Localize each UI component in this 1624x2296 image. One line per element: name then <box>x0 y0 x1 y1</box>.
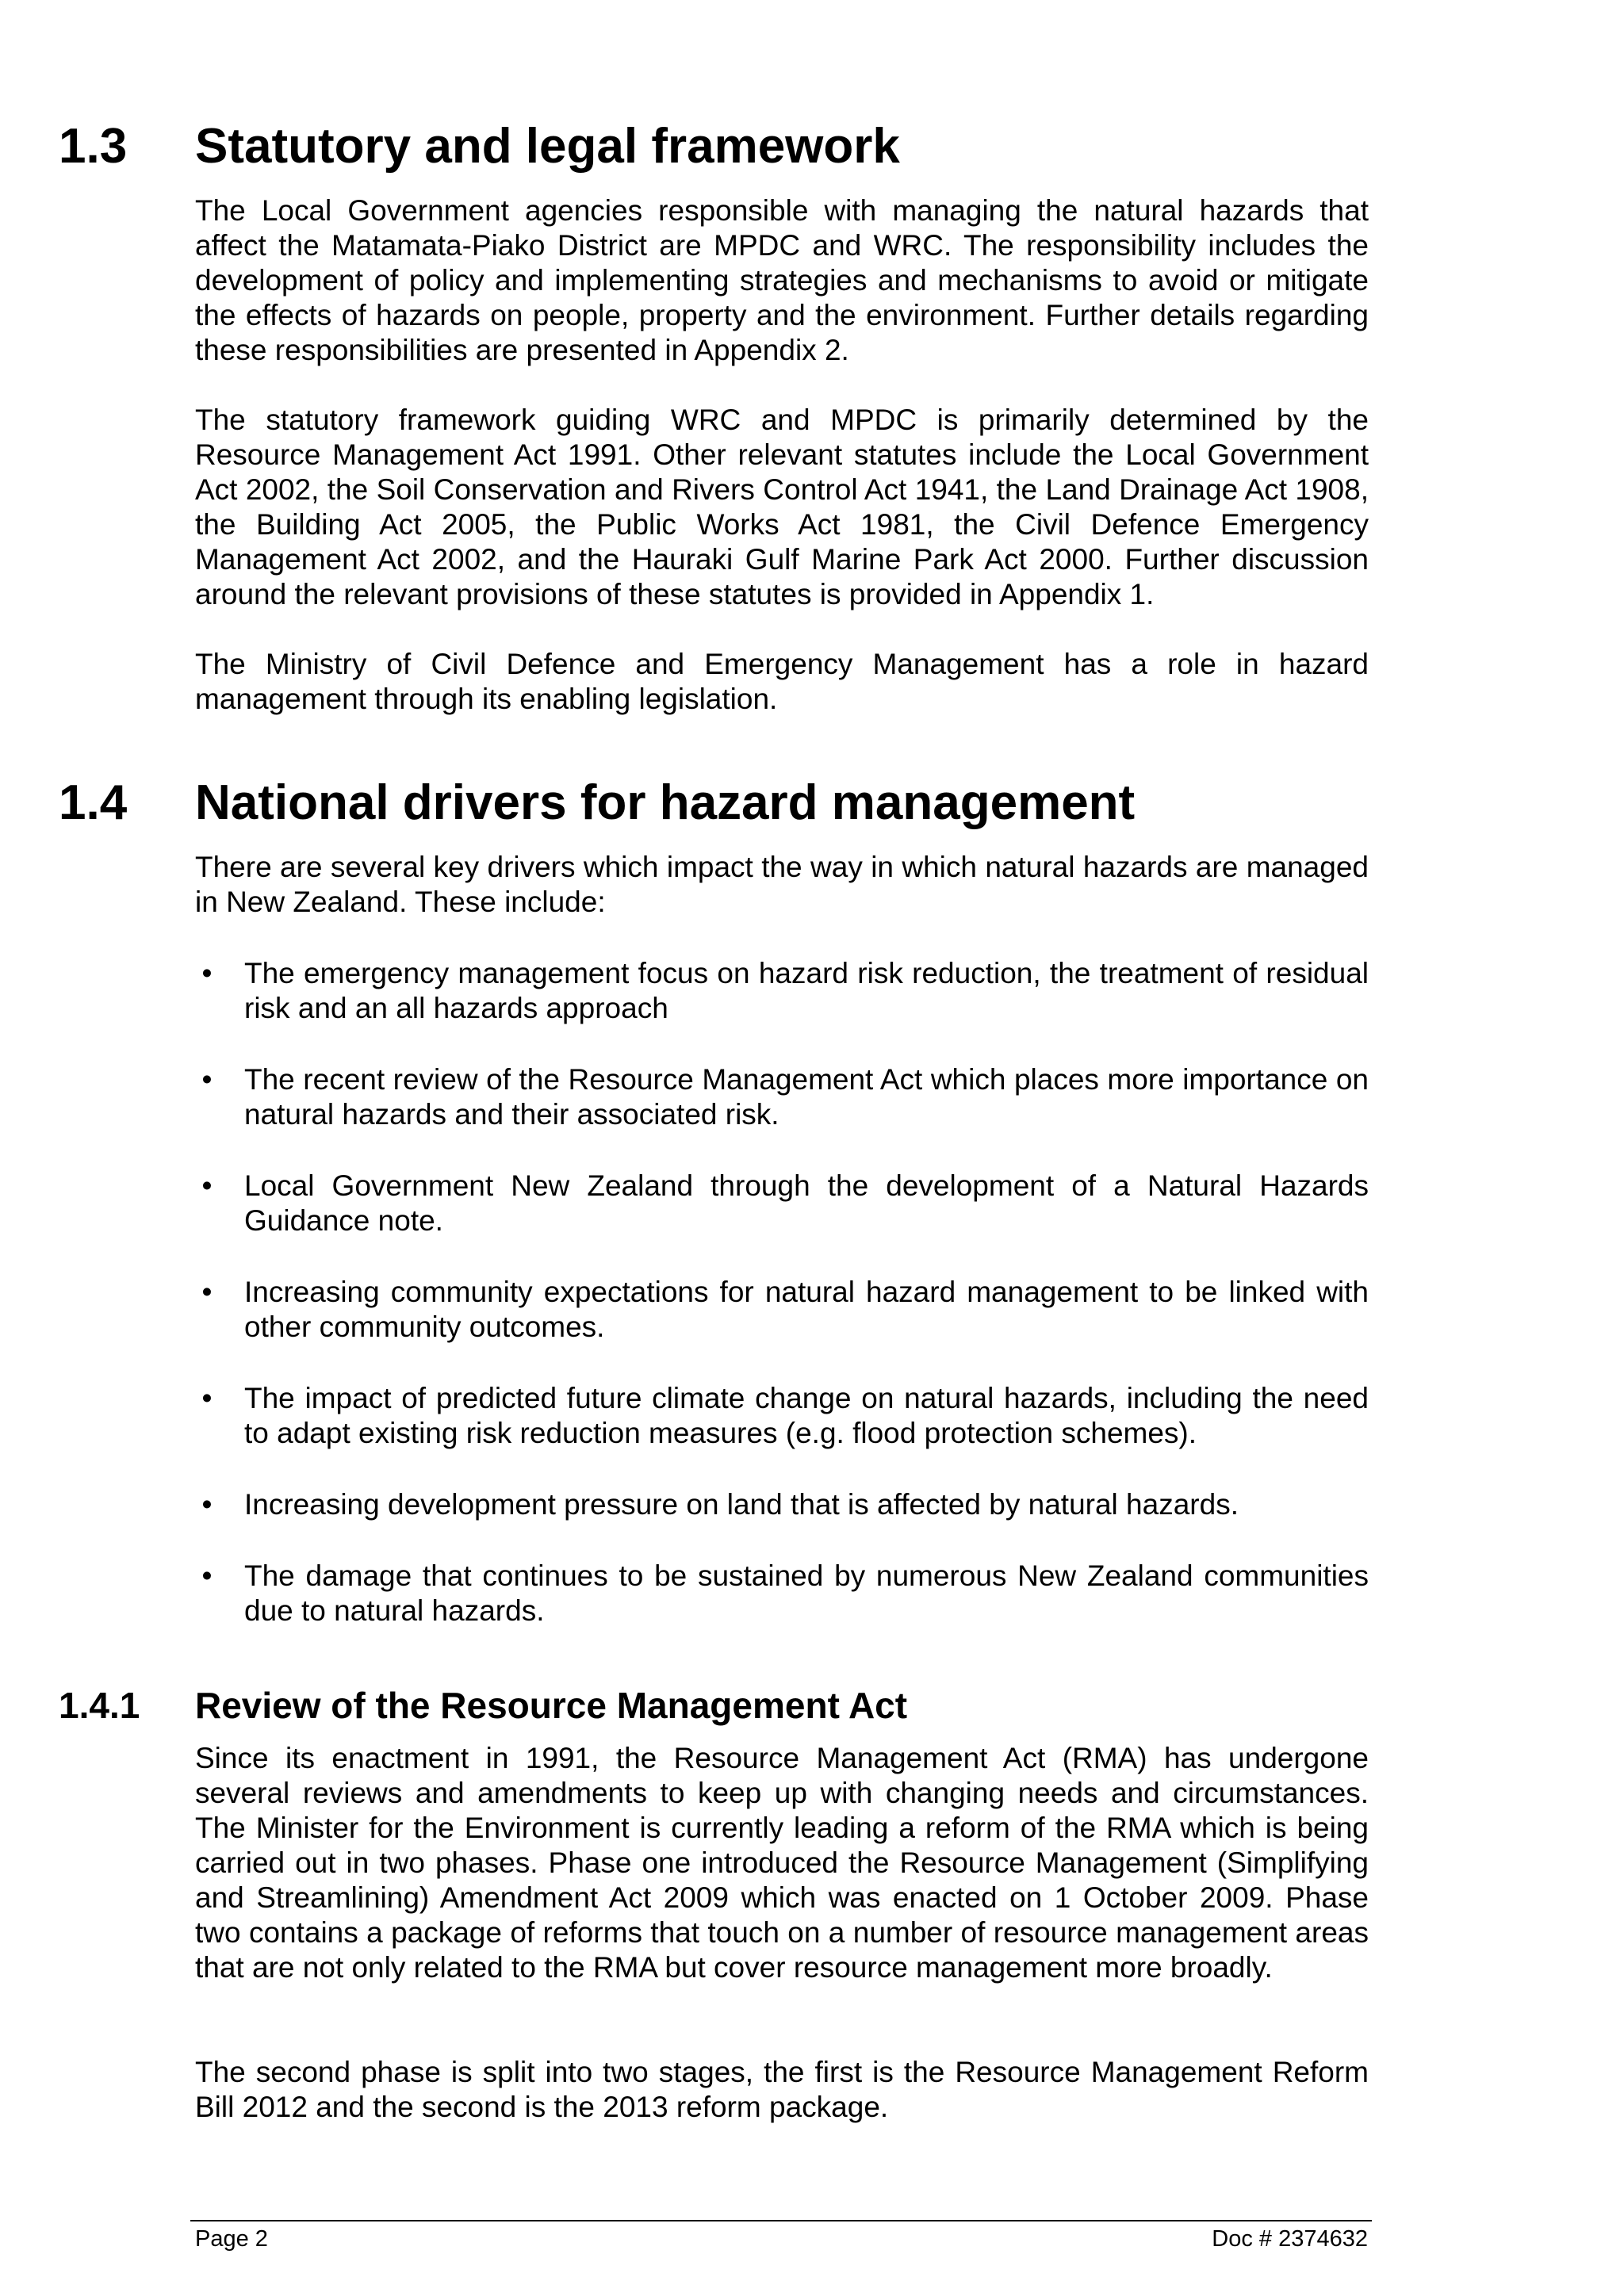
paragraph: The Local Government agencies responsible with managing the natural hazards that affect the Matamata-Piako District are MPDC and WRC. The responsibility includes the development of policy and implementing strategies and mechanisms to avoid or mitigate the effects of hazards on people, property and the environment. Further details regarding these responsibilities are presented in Appendix 2. <box>195 194 1369 366</box>
list-item <box>195 956 1369 1026</box>
list-item-text: The emergency management focus on hazard risk reduction, the treatment of residual risk and an all hazards approach <box>244 957 1369 1024</box>
list-item-text: The recent review of the Resource Management Act which places more importance on natural hazards and their associated risk. <box>244 1063 1369 1131</box>
bullet-icon: • <box>201 1063 213 1096</box>
list-item <box>195 1275 1369 1345</box>
bullet-icon: • <box>201 1276 213 1308</box>
heading-title: National drivers for hazard management <box>195 775 1136 830</box>
paragraph: The Ministry of Civil Defence and Emergency Management has a role in hazard management through its enabling legislation. <box>195 648 1369 715</box>
list-item <box>195 1169 1369 1238</box>
list-item-text: Increasing community expectations for natural hazard management to be linked with other community outcomes. <box>244 1276 1369 1343</box>
drivers-list <box>195 956 1369 1665</box>
heading-number: 1.3 <box>59 119 128 174</box>
heading-number: 1.4.1 <box>59 1685 140 1726</box>
list-item-text: Local Government New Zealand through the development of a Natural Hazards Guidance note. <box>244 1169 1369 1237</box>
paragraph: There are several key drivers which impact the way in which natural hazards are managed in New Zealand. These include: <box>195 851 1369 918</box>
bullet-icon: • <box>201 957 213 989</box>
document-number: Doc # 2374632 <box>1212 2226 1368 2252</box>
list-item <box>195 1381 1369 1451</box>
list-item <box>195 1062 1369 1132</box>
bullet-icon: • <box>201 1169 213 1202</box>
footer-divider <box>190 2220 1372 2221</box>
list-item <box>195 1487 1369 1522</box>
paragraph: Since its enactment in 1991, the Resource Management Act (RMA) has undergone several reviews and amendments to keep up with changing needs and circumstances. The Minister for the Environment is currently leading a reform of the RMA which is being carried out in two phases. Phase one introduced the Resource Management (Simplifying and Streamlining) Amendment Act 2009 which was enacted on 1 October 2009. Phase two contains a package of reforms that touch on a number of resource management areas that are not only related to the RMA but cover resource management more broadly. <box>195 1742 1369 1984</box>
paragraph: The statutory framework guiding WRC and MPDC is primarily determined by the Resource Management Act 1991. Other relevant statutes include the Local Government Act 2002, the Soil Conservation and Rivers Control Act 1941, the Land Drainage Act 1908, the Building Act 2005, the Public Works Act 1981, the Civil Defence Emergency Management Act 2002, and the Hauraki Gulf Marine Park Act 2000. Further discussion around the relevant provisions of these statutes is provided in Appendix 1. <box>195 404 1369 610</box>
list-item <box>195 1559 1369 1628</box>
paragraph: The second phase is split into two stages, the first is the Resource Management Reform Bill 2012 and the second is the 2013 reform package. <box>195 2056 1369 2123</box>
heading-number: 1.4 <box>59 775 128 830</box>
heading-title: Review of the Resource Management Act <box>195 1685 908 1726</box>
heading-title: Statutory and legal framework <box>195 119 900 174</box>
list-item-text: Increasing development pressure on land that is affected by natural hazards. <box>244 1488 1239 1521</box>
page-number: Page 2 <box>195 2226 268 2252</box>
bullet-icon: • <box>201 1559 213 1592</box>
list-item-text: The damage that continues to be sustained by numerous New Zealand communities due to natural hazards. <box>244 1559 1369 1627</box>
bullet-icon: • <box>201 1488 213 1521</box>
bullet-icon: • <box>201 1382 213 1414</box>
list-item-text: The impact of predicted future climate change on natural hazards, including the need to adapt existing risk reduction measures (e.g. flood protection schemes). <box>244 1382 1369 1449</box>
